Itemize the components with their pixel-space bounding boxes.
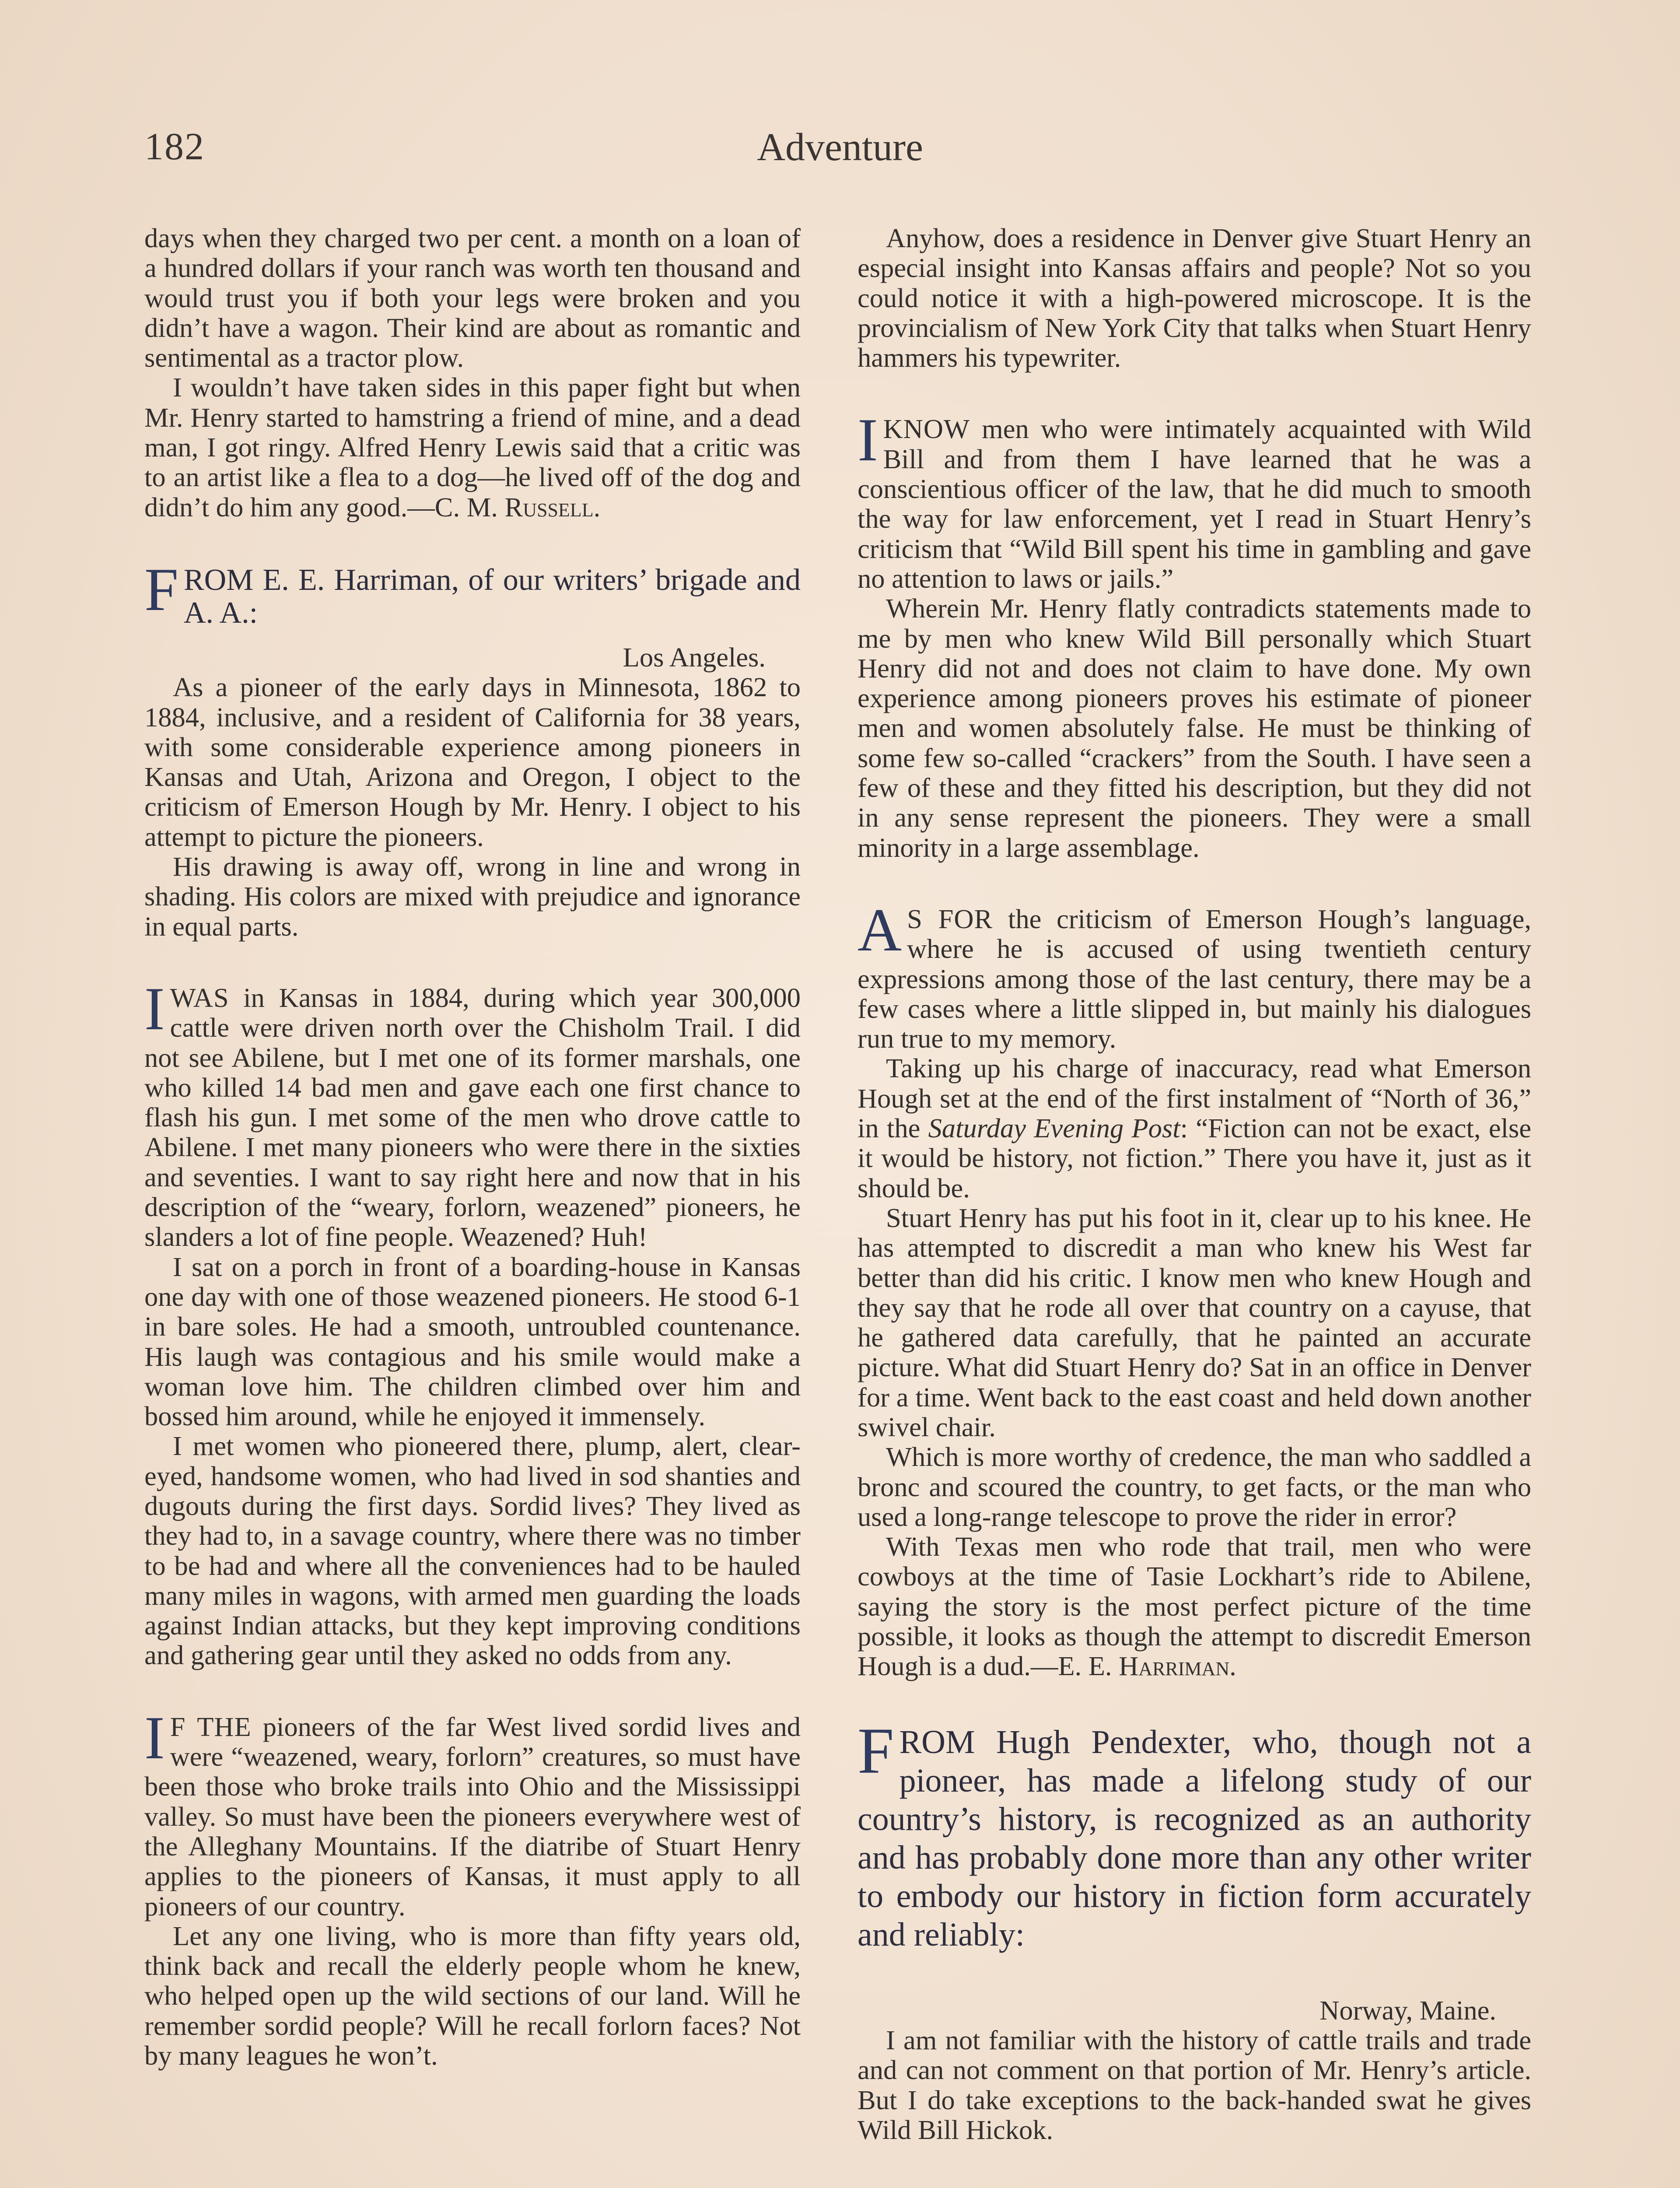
paragraph-text: I wouldn’t have taken sides in this paper fight but when Mr. Henry started to hamstring a friend of mine, and a dead man, I got ringy. Alfred Henry Lewis said that a critic was to an artist like a flea to a dog—he lived off of the dog and didn’t do him any good.—C. M. <box>144 372 801 522</box>
paragraph: As a pioneer of the early days in Minnesota, 1862 to 1884, inclusive, and a resident of California for 38 years, with some considerable experience among pioneers in Kansas and Utah, Arizona and Oregon, I object to the criticism of Emerson Hough by Mr. Henry. I object to his attempt to picture the pioneers. <box>144 672 801 852</box>
first-word: KNOW <box>883 414 970 445</box>
running-title: Adventure <box>757 126 923 169</box>
paragraph-text: in Kansas in 1884, during which year 300,000 cattle were driven north over the Chisholm Trail. I did not see Abilene, but I met one of its former marshals, one who killed 14 bad men and gave each one first chance to flash his gun. I met some of the men who drove cattle to Abilene. I met many pioneers who were there in the sixties and seventies. I want to say right here and now that in his description of the “weary, forlorn, weazened” pioneers, he slanders a lot of fine people. Weazened? Huh! <box>144 982 801 1252</box>
signature: Harriman. <box>1119 1651 1236 1682</box>
drop-cap: I <box>858 406 878 474</box>
right-column <box>858 223 1531 2145</box>
paragraph: I met women who pioneered there, plump, alert, clear-eyed, handsome women, who had lived in sod shanties and dugouts during the first days. Sordid lives? They lived as they had to, in a savage country, where there was no timber to be had and where all the conveniences had to be hauled many miles in wagons, with armed men guarding the loads against Indian attacks, but they kept improving conditions and gathering gear until they asked no odds from any. <box>144 1431 801 1671</box>
paragraph: Let any one living, who is more than fifty years old, think back and recall the elderly people whom he knew, who helped open up the wild sections of our land. Will he remember sordid people? Will he recall forlorn faces? Not by many leagues he won’t. <box>144 1920 801 2071</box>
paragraph: days when they charged two per cent. a month on a loan of a hundred dollars if your ranch was worth ten thousand and would trust you if both your legs were broken and you didn’t have a wagon. Their kind are about as romantic and sentimental as a tractor plow. <box>144 223 801 373</box>
paragraph: Anyhow, does a residence in Denver give Stuart Henry an especial insight into Kansas affairs and people? Not so you could notice it with a high-powered microscope. It is the provincialism of New York City that talks when Stuart Henry hammers his typewriter. <box>858 223 1531 373</box>
letter-intro <box>144 555 801 630</box>
letter-intro <box>858 1714 1531 1954</box>
publication-title: Saturday Evening Post <box>928 1113 1180 1144</box>
paragraph-text: men who were intimately acquainted with Wild Bill and from them I have learned that he was a conscientious officer of the law, that he did much to smooth the way for law enforcement, yet I read in Stuart Henry’s criticism that “Wild Bill spent his time in gambling and gave no attention to laws or jails.” <box>858 414 1531 594</box>
paragraph-text: Taking up his charge of inaccuracy, read what Emerson Hough set at the end of the first instalment of “North of 36,” in the <box>858 1053 1531 1144</box>
dateline: Los Angeles. <box>623 642 766 673</box>
drop-cap: I <box>144 975 165 1043</box>
paragraph: Stuart Henry has put his foot in it, clear up to his knee. He has attempted to discredit a man who knew his West far better than did his critic. I know men who knew Hough and they say that he rode all over that country on a cayuse, that he gathered data carefully, that he painted an accurate picture. What did Stuart Henry do? Sat in an office in Denver for a time. Went back to the east coast and held down another swivel chair. <box>858 1202 1531 1442</box>
paragraph <box>144 1704 801 1922</box>
drop-cap: I <box>144 1704 165 1772</box>
paragraph: Which is more worthy of credence, the man who saddled a bronc and scoured the country, to get facts, or the man who used a long-range telescope to prove the rider in error? <box>858 1441 1531 1532</box>
paragraph <box>858 1532 1531 1681</box>
first-word: WAS <box>170 982 229 1013</box>
drop-cap: A <box>858 896 902 964</box>
drop-cap: F <box>858 1714 894 1787</box>
paragraph <box>858 896 1531 1054</box>
drop-cap: F <box>144 555 178 624</box>
paragraph-text: : “Fiction can not be exact, else it would be history, not fiction.” There you have it, just as it should be. <box>858 1113 1531 1203</box>
first-word: S FOR <box>907 903 993 934</box>
intro-text: ROM E. E. Harriman, of our writers’ brigade and A. A.: <box>183 563 801 630</box>
intro-text: ROM Hugh Pendexter, who, though not a pioneer, has made a lifelong study of our country’s history, is recognized as an authority and has probably done more than any other writer to embody our history in fiction form accurately and reliably: <box>858 1723 1531 1953</box>
left-column <box>144 223 801 2070</box>
paragraph: Wherein Mr. Henry flatly contradicts statements made to me by men who knew Wild Bill personally which Stuart Henry did not and does not claim to have done. My own experience among pioneers proves his estimate of pioneer men and women absolutely false. He must be thinking of some few so-called “crackers” from the South. I have seen a few of these and they fitted his description, but they did not in any sense represent the pioneers. They were a small minority in a large assemblage. <box>858 593 1531 863</box>
paragraph: His drawing is away off, wrong in line and wrong in shading. His colors are mixed with prejudice and ignorance in equal parts. <box>144 851 801 942</box>
dateline: Norway, Maine. <box>1320 1995 1496 2026</box>
signature: Russell. <box>504 491 601 522</box>
first-word: F THE <box>170 1711 252 1742</box>
page-number: 182 <box>144 126 205 168</box>
paragraph-text: the criticism of Emerson Hough’s language, where he is accused of using twentieth century expressions among those of the last century, there may be a few cases where a little slipped in, but mainly his dialogues run true to my memory. <box>858 903 1531 1054</box>
paragraph: I sat on a porch in front of a boarding-house in Kansas one day with one of those weazened pioneers. He stood 6-1 in bare soles. He had a smooth, untroubled countenance. His laugh was contagious and his smile would make a woman love him. The children climbed over him and bossed him around, while he enjoyed it immensely. <box>144 1251 801 1432</box>
paragraph <box>144 372 801 522</box>
paragraph: I am not familiar with the history of cattle trails and trade and can not comment on that portion of Mr. Henry’s article. But I do take exceptions to the back-handed swat he gives Wild Bill Hickok. <box>858 2024 1531 2145</box>
paragraph <box>858 406 1531 594</box>
paragraph-text: With Texas men who rode that trail, men who were cowboys at the time of Tasie Lockhart’s ride to Abilene, saying the story is the most perfect picture of the time possible, it looks as though the attempt to discredit Emerson Hough is a dud.—E. E. <box>858 1531 1531 1682</box>
paragraph <box>144 975 801 1252</box>
page-header <box>144 125 1536 186</box>
paragraph <box>858 1053 1531 1203</box>
paragraph-text: pioneers of the far West lived sordid lives and were “weazened, weary, forlorn” creatures, so must have been those who broke trails into Ohio and the Mississippi valley. So must have been the pioneers everywhere west of the Alleghany Mountains. If the diatribe of Stuart Henry applies to the pioneers of Kansas, it must apply to all pioneers of our country. <box>144 1711 801 1922</box>
